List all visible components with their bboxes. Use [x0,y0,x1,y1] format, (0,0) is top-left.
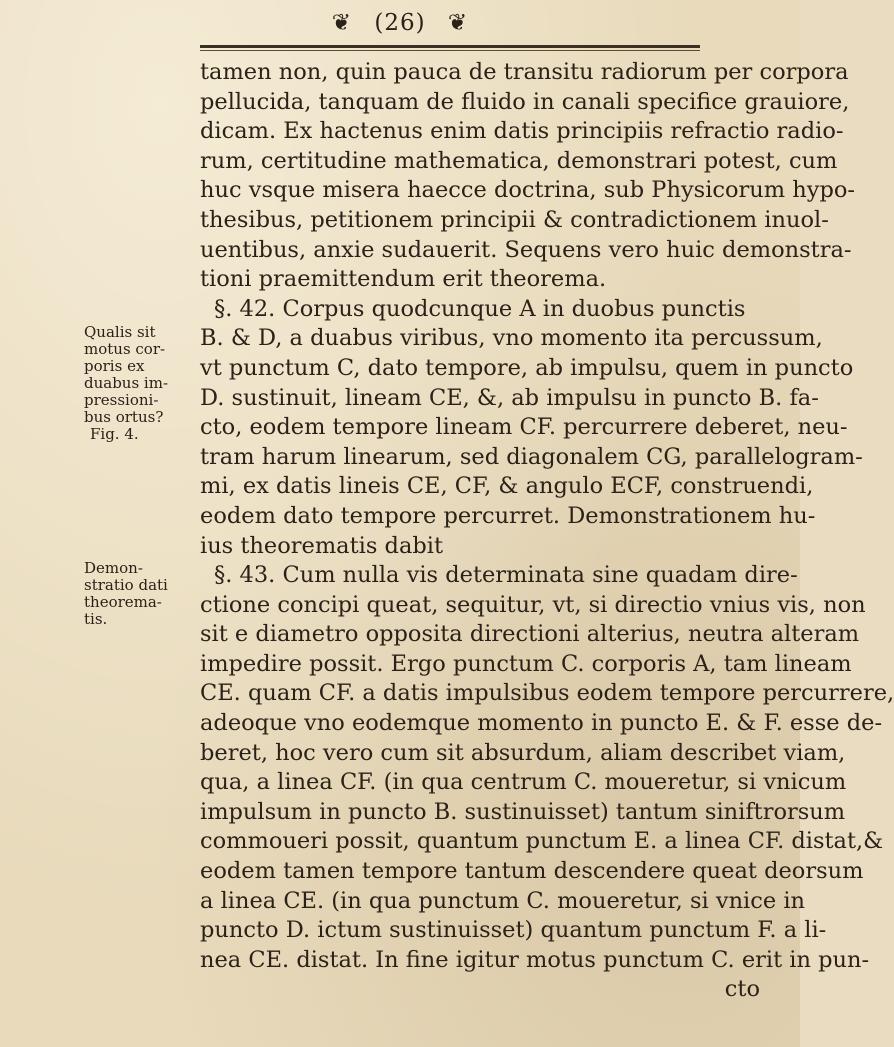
section-43-heading: §. 43. Cum nulla vis determinata sine quadam dire- [214,562,798,589]
margin-note-line: stratio dati [84,576,168,594]
body-line: ctione concipi queat, sequitur, vt, si directio vnius vis, non [200,591,866,618]
body-line: a linea CE. (in qua punctum C. moueretur, si vnice in [200,887,806,914]
body-line: D. sustinuit, lineam CE, &, ab impulsu in puncto B. fa- [200,384,819,411]
margin-note-line: tis. [84,610,108,628]
body-line: mi, ex datis lineis CE, CF, & angulo ECF, construendi, [200,473,814,500]
body-line: beret, hoc vero cum sit absurdum, aliam describet viam, [200,739,846,766]
body-line: puncto D. ictum sustinuisset) quantum punctum F. a li- [200,917,827,944]
body-line: commoueri possit, quantum punctum E. a linea CF. distat,& [200,828,884,855]
body-line: eodem dato tempore percurret. Demonstrationem hu- [200,502,816,529]
body-line: thesibus, petitionem principii & contradictionem inuol- [200,206,829,233]
body-line: ius theorematis dabit [200,532,443,559]
header-rule-thin [200,50,700,51]
body-line: dicam. Ex hactenus enim datis principiis refractio radio- [200,118,844,145]
body-line: nea CE. distat. In fine igitur motus punctum C. erit in pun- [200,946,870,973]
body-line: rum, certitudine mathematica, demonstrari potest, cum [200,147,838,174]
body-line: vt punctum C, dato tempore, ab impulsu, quem in puncto [200,354,854,381]
body-line: sit e diametro opposita directioni alterius, neutra alteram [200,621,860,648]
body-line: pellucida, tanquam de fluido in canali specifice grauiore, [200,88,850,115]
body-line: impedire possit. Ergo punctum C. corporis A, tam lineam [200,650,852,677]
margin-note-fig: Fig. 4. [90,425,139,443]
page-number: (26) [374,10,426,36]
body-text [200,58,894,1005]
margin-note-line: pressioni- [84,391,159,409]
body-line: tamen non, quin pauca de transitu radiorum per corpora [200,59,849,85]
section-42-heading: §. 42. Corpus quodcunque A in duobus punctis [214,295,746,322]
margin-note-line: poris ex [84,357,145,375]
right-ornament-icon: ❦ [447,10,469,36]
header-rule [200,45,700,48]
margin-note-line: Qualis sit [84,323,156,341]
catchword: cto [724,976,760,1003]
body-line: huc vsque misera haecce doctrina, sub Physicorum hypo- [200,177,856,204]
body-line: tram harum linearum, sed diagonalem CG, parallelogram- [200,443,863,470]
body-line: eodem tamen tempore tantum descendere queat deorsum [200,858,864,885]
margin-note-line: Demon- [84,559,143,577]
body-line: B. & D, a duabus viribus, vno momento ita percussum, [200,325,823,352]
body-line: adeoque vno eodemque momento in puncto E. & F. esse de- [200,710,883,737]
margin-note-line: theorema- [84,593,162,611]
body-line: CE. quam CF. a datis impulsibus eodem tempore percurrere, [200,680,894,707]
body-line: tioni praemittendum erit theorema. [200,266,607,293]
body-line: qua, a linea CF. (in qua centrum C. moueretur, si vnicum [200,769,847,796]
margin-note-line: duabus im- [84,374,169,392]
body-line: impulsum in puncto B. sustinuisset) tantum siniftrorsum [200,798,846,825]
page-header [0,10,800,36]
body-line: uentibus, anxie sudauerit. Sequens vero huic demonstra- [200,236,852,263]
left-ornament-icon: ❦ [331,10,353,36]
margin-note-qualis [84,324,196,443]
margin-note-line: bus ortus? [84,408,164,426]
body-line: cto, eodem tempore lineam CF. percurrere deberet, neu- [200,414,848,441]
margin-note-demon [84,560,196,628]
margin-note-line: motus cor- [84,340,166,358]
